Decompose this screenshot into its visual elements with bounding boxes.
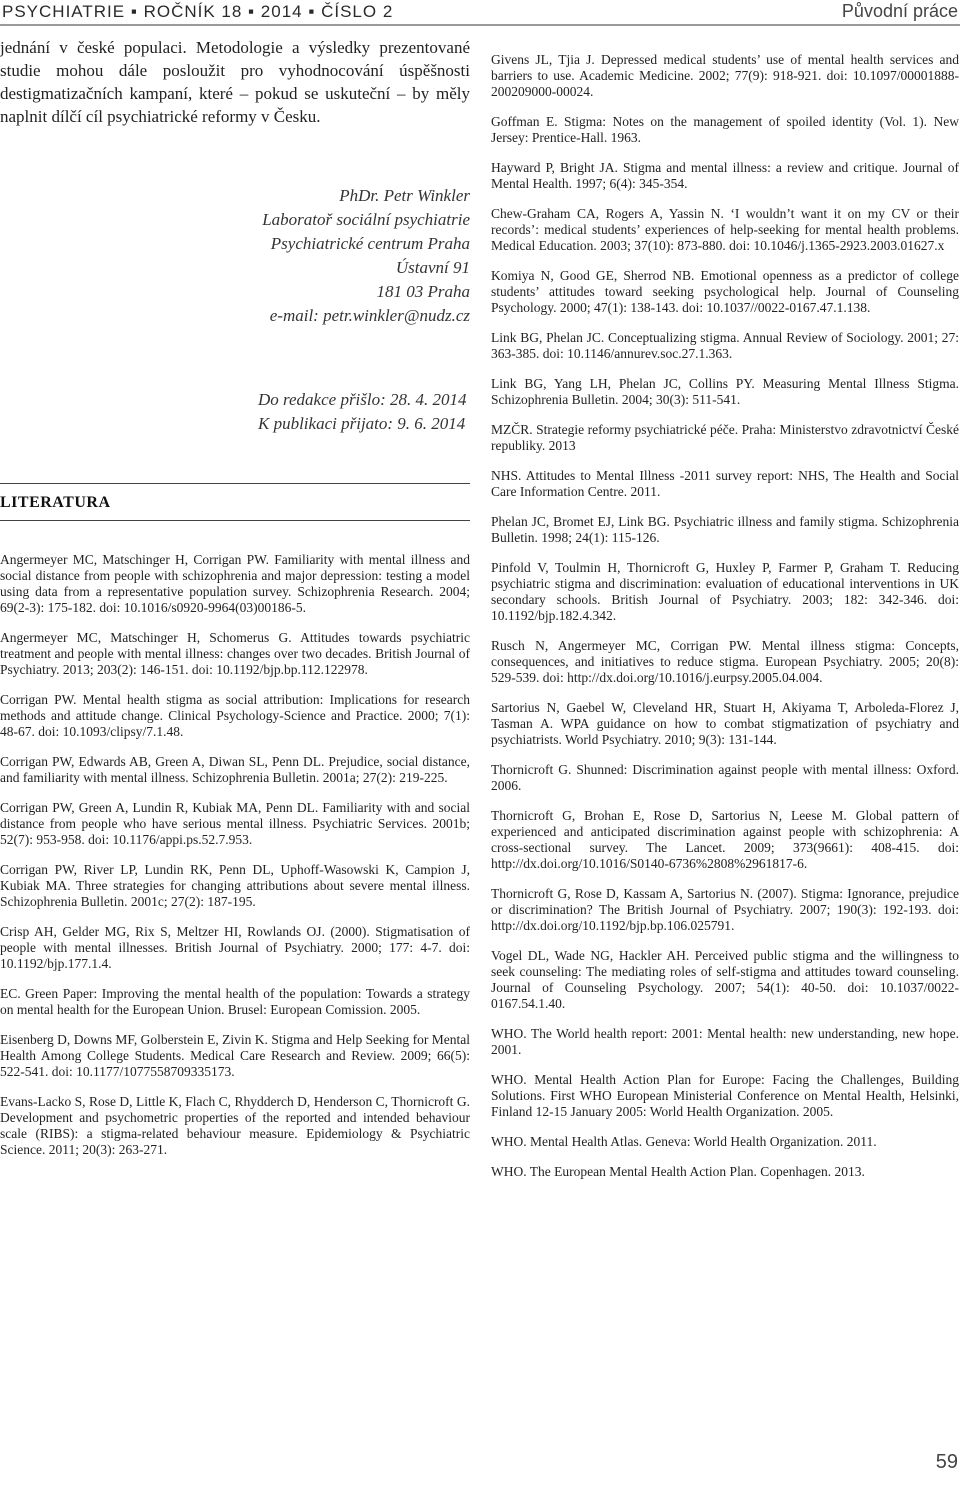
reference-item: Corrigan PW, Green A, Lundin R, Kubiak MA, Penn DL. Familiarity with and social distance from people who have serious mental illness. Psychiatric Services. 2001b; 52(7): 953-958. doi: 10.1176/appi.ps.52.7.953. xyxy=(0,800,470,847)
reference-item: Hayward P, Bright JA. Stigma and mental illness: a review and critique. Journal of Mental Health. 1997; 6(4): 345-354. xyxy=(491,160,959,191)
section-label: Původní práce xyxy=(841,1,958,21)
reference-item: Thornicroft G, Brohan E, Rose D, Sartorius N, Leese M. Global pattern of experienced and anticipated discrimination against people with schizophrenia: A cross-sectional survey. The Lancet. 2009; 373(9661): 408-415. doi: http://dx.doi.org/10.1016/S0140-6736%2808%2961817-6. xyxy=(491,808,959,871)
reference-item: WHO. Mental Health Atlas. Geneva: World Health Organization. 2011. xyxy=(491,1134,877,1149)
reference-item: Phelan JC, Bromet EJ, Link BG. Psychiatric illness and family stigma. Schizophrenia Bulletin. 1998; 24(1): 115-126. xyxy=(491,514,959,545)
author-city: 181 03 Praha xyxy=(376,282,470,301)
accepted-date: K publikaci přijato: 9. 6. 2014 xyxy=(258,414,466,433)
literature-rule-bottom xyxy=(0,520,470,521)
reference-item: Komiya N, Good GE, Sherrod NB. Emotional openness as a predictor of college students’ attitudes toward seeking psychological help. Journal of Counseling Psychology. 2000; 47(1): 138-143. doi: 10.1037//0022-0167.47.1.138. xyxy=(491,268,959,315)
left-column xyxy=(0,36,470,1157)
reference-item: Corrigan PW. Mental health stigma as social attribution: Implications for research methods and attitude change. Clinical Psychology-Science and Practice. 2000; 7(1): 48-67. doi: 10.1093/clipsy/7.1.48. xyxy=(0,692,470,739)
reference-item: Rusch N, Angermeyer MC, Corrigan PW. Mental illness stigma: Concepts, consequences, and initiatives to reduce stigma. European Psychiatry. 2005; 20(8): 529-539. doi: http://dx.doi.org/10.1016/j.eurpsy.2005.04.004. xyxy=(491,638,959,685)
reference-item: WHO. Mental Health Action Plan for Europe: Facing the Challenges, Building Solutions. First WHO European Ministerial Conference on Mental Health, Helsinki, Finland 12-15 January 2005: World Health Organization. 2005. xyxy=(491,1072,959,1119)
reference-item: Corrigan PW, Edwards AB, Green A, Diwan SL, Penn DL. Prejudice, social distance, and familiarity with mental illness. Schizophrenia Bulletin. 2001a; 27(2): 219-225. xyxy=(0,754,470,785)
reference-item: Goffman E. Stigma: Notes on the management of spoiled identity (Vol. 1). New Jersey: Prentice-Hall. 1963. xyxy=(491,114,959,145)
reference-item: Chew-Graham CA, Rogers A, Yassin N. ‘I wouldn’t want it on my CV or their records’: medical students’ experiences of help-seeking for mental health problems. Medical Education. 2003; 37(10): 873-880. doi: 10.1046/j.1365-2923.2003.01627.x xyxy=(491,206,959,253)
submission-dates xyxy=(258,388,470,436)
reference-item: EC. Green Paper: Improving the mental health of the population: Towards a strategy on mental health for the European Union. Brusel: European Comission. 2005. xyxy=(0,986,470,1017)
reference-item: Pinfold V, Toulmin H, Thornicroft G, Huxley P, Farmer P, Graham T. Reducing psychiatric stigma and discrimination: evaluation of educational interventions in UK secondary schools. British Journal of Psychiatry. 2003; 182: 342-346. doi: 10.1192/bjp.182.4.342. xyxy=(491,560,959,623)
reference-item: Angermeyer MC, Matschinger H, Schomerus G. Attitudes towards psychiatric treatment and people with mental illness: changes over two decades. British Journal of Psychiatry. 2013; 203(2): 146-151. doi: 10.1192/bjp.bp.112.122978. xyxy=(0,630,470,677)
reference-item: MZČR. Strategie reformy psychiatrické péče. Praha: Ministerstvo zdravotnictví České republiky. 2013 xyxy=(491,422,959,453)
author-institution: Psychiatrické centrum Praha xyxy=(270,234,470,253)
author-name: PhDr. Petr Winkler xyxy=(339,186,470,205)
reference-item: Link BG, Phelan JC. Conceptualizing stigma. Annual Review of Sociology. 2001; 27: 363-385. doi: 10.1146/annurev.soc.27.1.363. xyxy=(491,330,959,361)
reference-item: Givens JL, Tjia J. Depressed medical students’ use of mental health services and barriers to use. Academic Medicine. 2002; 77(9): 918-921. doi: 10.1097/00001888-200209000-00024. xyxy=(491,52,959,99)
reference-list-right xyxy=(491,52,959,1194)
reference-item: NHS. Attitudes to Mental Illness -2011 survey report: NHS, The Health and Social Care Information Centre. 2011. xyxy=(491,468,959,499)
reference-item: WHO. The World health report: 2001: Mental health: new understanding, new hope. 2001. xyxy=(491,1026,959,1057)
author-address xyxy=(0,184,470,328)
author-department: Laboratoř sociální psychiatrie xyxy=(262,210,470,229)
reference-item: Link BG, Yang LH, Phelan JC, Collins PY. Measuring Mental Illness Stigma. Schizophrenia Bulletin. 2004; 30(3): 511-541. xyxy=(491,376,959,407)
reference-item: Corrigan PW, River LP, Lundin RK, Penn DL, Uphoff-Wasowski K, Campion J, Kubiak MA. Three strategies for changing attributions about severe mental illness. Schizophrenia Bulletin. 2001c; 27(2): 187-195. xyxy=(0,862,470,909)
reference-item: Sartorius N, Gaebel W, Cleveland HR, Stuart H, Akiyama T, Arboleda-Florez J, Tasman A. WPA guidance on how to combat stigmatization of psychiatry and psychiatrists. World Psychiatry. 2010; 9(3): 131-144. xyxy=(491,700,959,747)
intro-paragraph: jednání v české populaci. Metodologie a výsledky prezentované studie mohou dále posloužit pro vyhodnocování úspěšnosti destigmatizačních kampaní, které – pokud se uskuteční – by měly naplnit dílčí cíl psychiatrické reformy v Česku. xyxy=(0,38,470,126)
reference-item: Thornicroft G. Shunned: Discrimination against people with mental illness: Oxford. 2006. xyxy=(491,762,959,793)
reference-item: Thornicroft G, Rose D, Kassam A, Sartorius N. (2007). Stigma: Ignorance, prejudice or discrimination? The British Journal of Psychiatry. 2007; 190(3): 192-193. doi: http://dx.doi.org/10.1192/bjp.bp.106.025791. xyxy=(491,886,959,933)
reference-list-left xyxy=(0,552,470,1172)
reference-item: Vogel DL, Wade NG, Hackler AH. Perceived public stigma and the willingness to seek counseling: The mediating roles of self-stigma and attitudes toward counseling. Journal of Counseling Psychology. 2007; 54(1): 40-50. doi: 10.1037/0022-0167.54.1.40. xyxy=(491,948,959,1011)
reference-item: Crisp AH, Gelder MG, Rix S, Meltzer HI, Rowlands OJ. (2000). Stigmatisation of people with mental illnesses. British Journal of Psychiatry. 2000; 177: 4-7. doi: 10.1192/bjp.177.1.4. xyxy=(0,924,470,971)
received-date: Do redakce přišlo: 28. 4. 2014 xyxy=(258,390,467,409)
page-number: 59 xyxy=(935,1451,958,1473)
reference-item: Angermeyer MC, Matschinger H, Corrigan PW. Familiarity with mental illness and social distance from people with schizophrenia and major depression: testing a model using data from a representative population survey. Schizophrenia Research. 2004; 69(2-3): 175-182. doi: 10.1016/s0920-9964(03)00186-5. xyxy=(0,552,470,615)
header-divider xyxy=(0,24,960,26)
author-street: Ústavní 91 xyxy=(395,258,470,277)
author-email: e-mail: petr.winkler@nudz.cz xyxy=(269,306,470,325)
reference-item: Evans-Lacko S, Rose D, Little K, Flach C, Rhydderch D, Henderson C, Thornicroft G. Development and psychometric properties of the reported and intended behaviour scale (RIBS): a stigma-related behaviour measure. Epidemiology & Psychiatric Science. 2011; 20(3): 263-271. xyxy=(0,1094,470,1157)
literature-heading: LITERATURA xyxy=(0,494,111,511)
reference-item: WHO. The European Mental Health Action Plan. Copenhagen. 2013. xyxy=(491,1164,865,1179)
reference-item: Eisenberg D, Downs MF, Golberstein E, Zivin K. Stigma and Help Seeking for Mental Health Among College Students. Medical Care Research and Review. 2009; 66(5): 522-541. doi: 10.1177/1077558709335173. xyxy=(0,1032,470,1079)
running-header xyxy=(0,0,960,22)
journal-title: PSYCHIATRIE ▪ ROČNÍK 18 ▪ 2014 ▪ ČÍSLO 2 xyxy=(2,2,394,21)
literature-rule-top xyxy=(0,483,470,484)
